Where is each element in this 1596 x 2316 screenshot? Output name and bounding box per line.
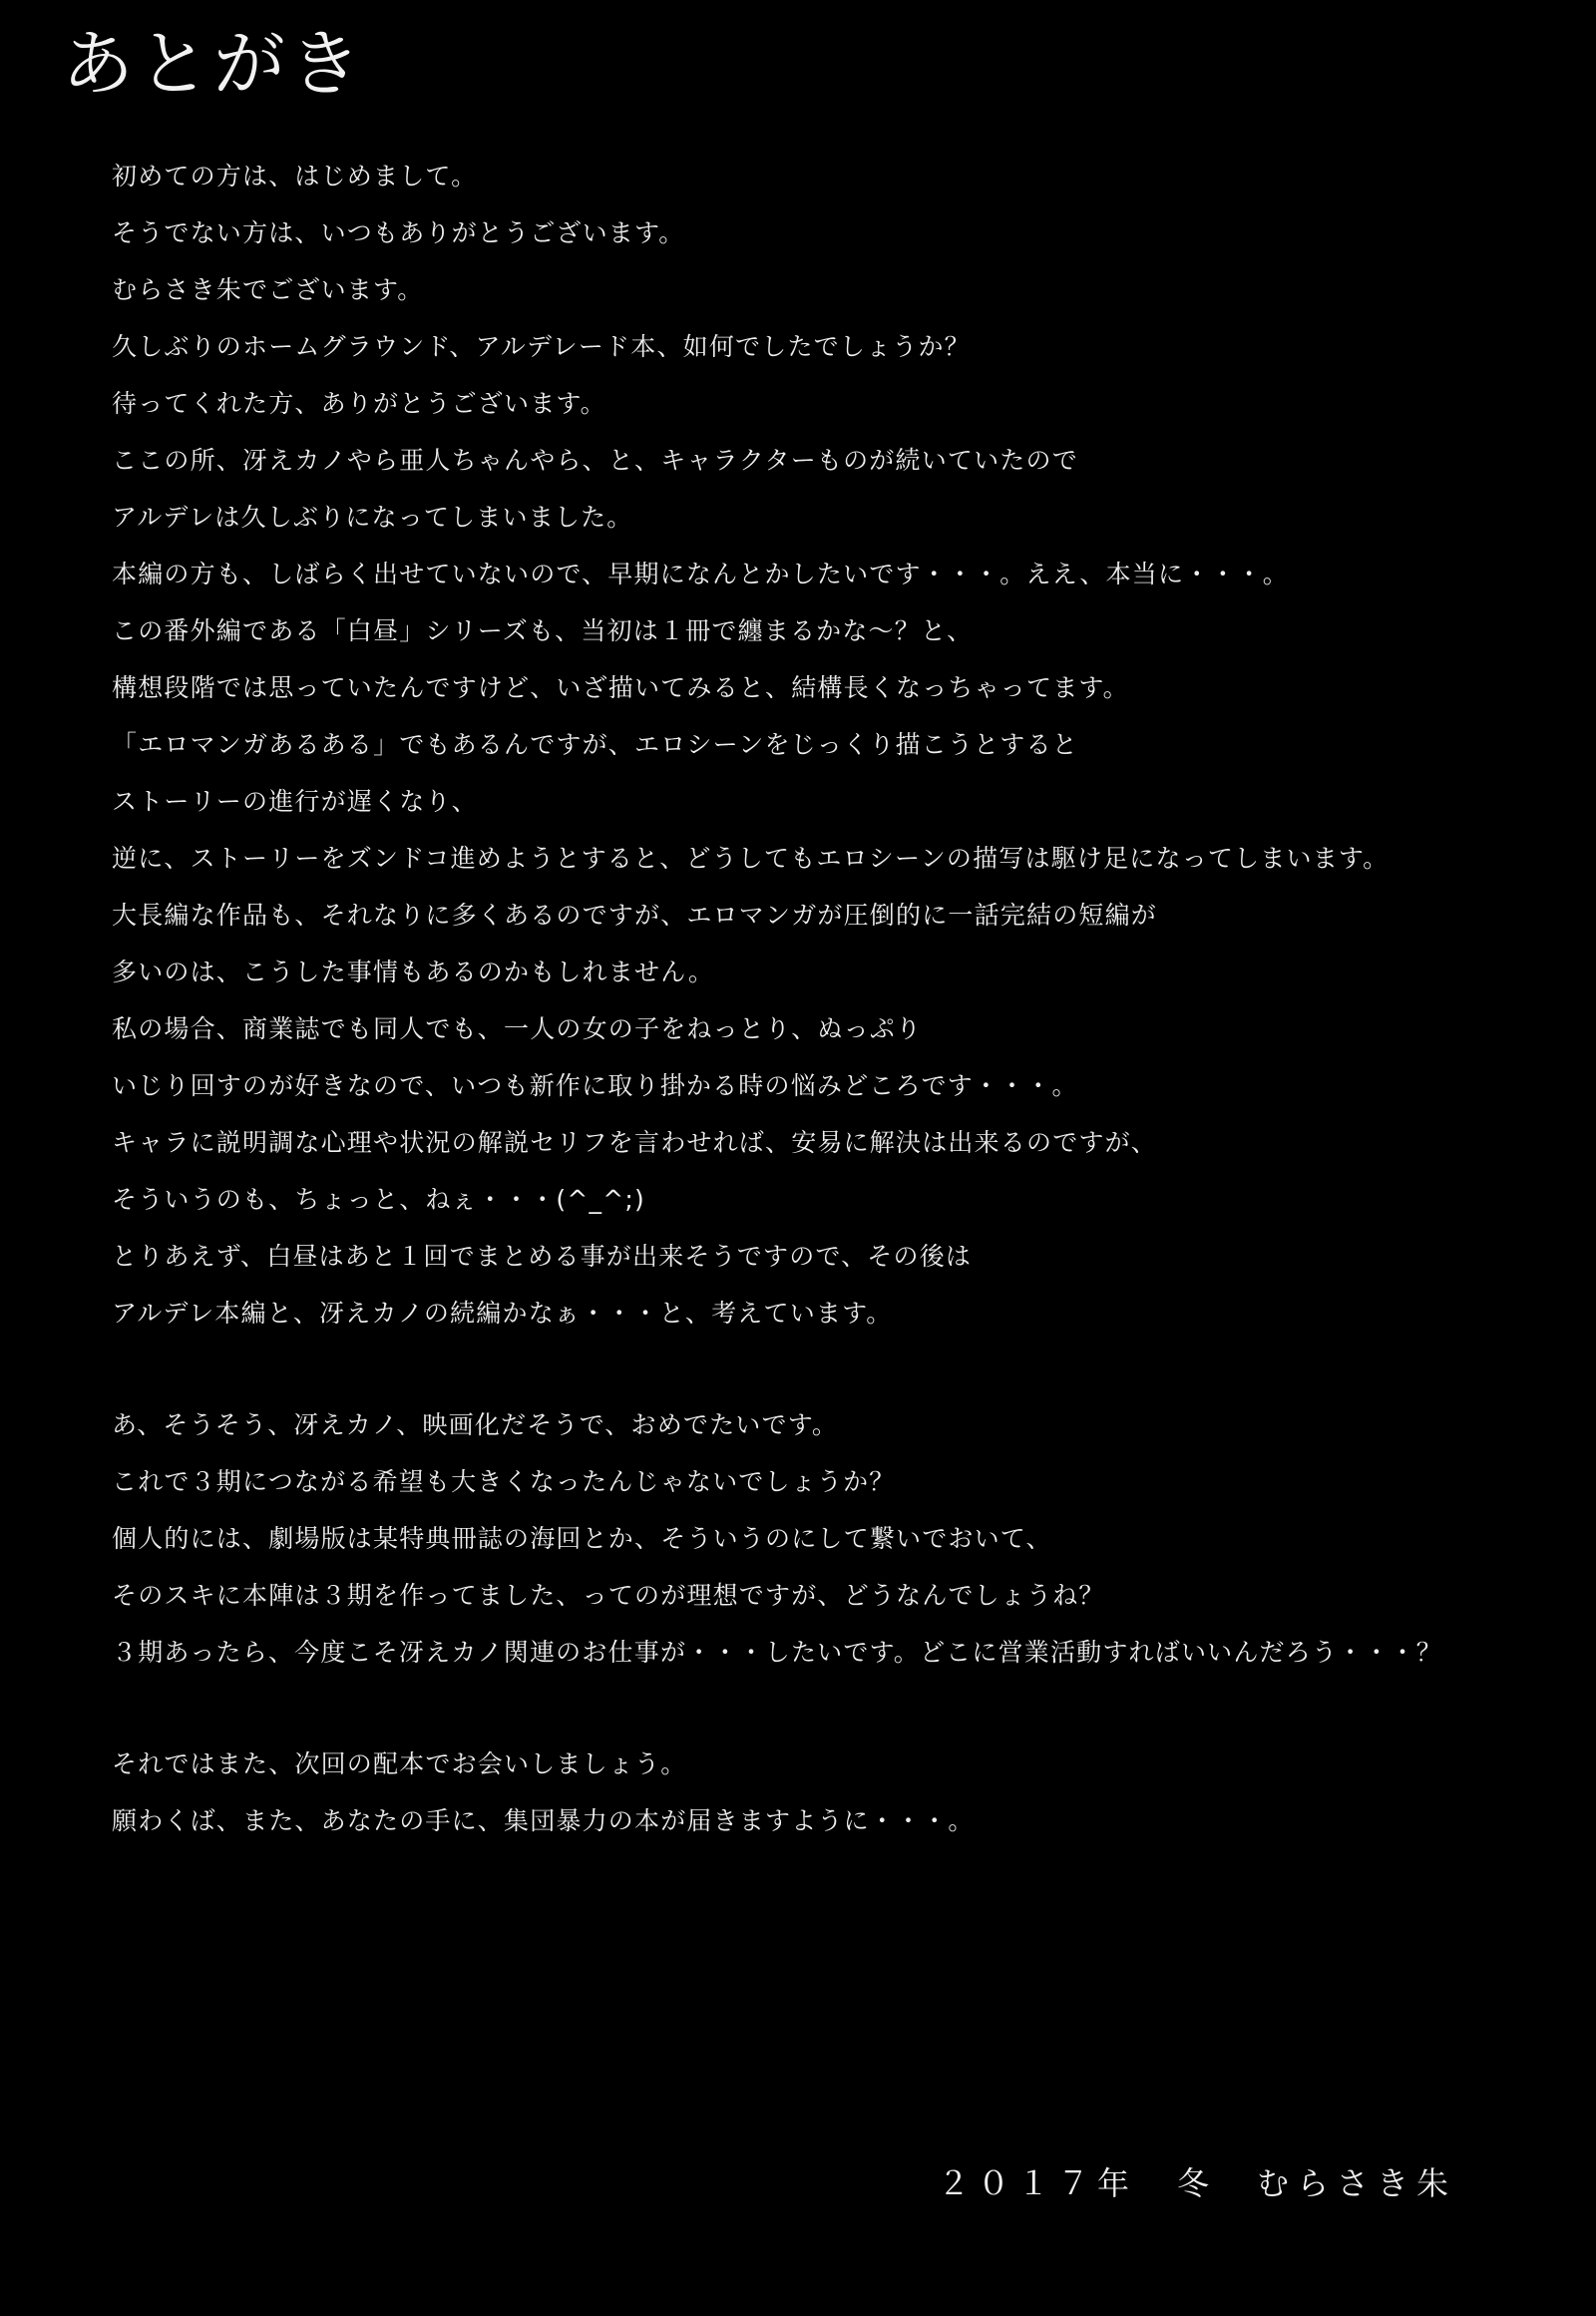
text-line: この番外編である「白昼」シリーズも、当初は１冊で纏まるかな～？と、 bbox=[112, 616, 974, 645]
text-line: ストーリーの進行が遅くなり、 bbox=[112, 787, 478, 816]
text-line: そういうのも、ちょっと、ねぇ・・・(^_^;) bbox=[112, 1185, 645, 1214]
text-line: 大長編な作品も、それなりに多くあるのですが、エロマンガが圧倒的に一話完結の短編が bbox=[112, 901, 1158, 930]
text-line: 逆に、ストーリーをズンドコ進めようとすると、どうしてもエロシーンの描写は駆け足になってしまいます。 bbox=[112, 844, 1390, 873]
text-line: ３期あったら、今度こそ冴えカノ関連のお仕事が・・・したいです。どこに営業活動すればいいんだろう・・・？ bbox=[112, 1638, 1442, 1667]
text-line: 久しぶりのホームグラウンド、アルデレード本、如何でしたでしょうか？ bbox=[112, 332, 971, 361]
text-line: あ、そうそう、冴えカノ、映画化だそうで、おめでたいです。 bbox=[112, 1410, 839, 1439]
page-title: あとがき bbox=[62, 22, 366, 106]
text-line: ここの所、冴えカノやら亜人ちゃんやら、と、キャラクターものが続いていたので bbox=[112, 446, 1078, 475]
text-line: 構想段階では思っていたんですけど、いざ描いてみると、結構長くなっちゃってます。 bbox=[112, 673, 1129, 702]
text-line: 待ってくれた方、ありがとうございます。 bbox=[112, 389, 606, 418]
text-line: むらさき朱でございます。 bbox=[112, 275, 424, 304]
text-line: アルデレは久しぶりになってしまいました。 bbox=[112, 503, 633, 532]
text-line: これで３期につながる希望も大きくなったんじゃないでしょうか？ bbox=[112, 1467, 896, 1496]
text-line: いじり回すのが好きなので、いつも新作に取り掛かる時の悩みどころです・・・。 bbox=[112, 1071, 1078, 1100]
text-line: 初めての方は、はじめまして。 bbox=[112, 162, 478, 191]
text-line: 個人的には、劇場版は某特典冊誌の海回とか、そういうのにして繋いでおいて、 bbox=[112, 1524, 1052, 1553]
text-line: それではまた、次回の配本でお会いしましょう。 bbox=[112, 1749, 687, 1778]
text-line: 願わくば、また、あなたの手に、集団暴力の本が届きますように・・・。 bbox=[112, 1806, 975, 1835]
text-line: とりあえず、白昼はあと１回でまとめる事が出来そうですので、その後は bbox=[112, 1242, 973, 1271]
text-line: そうでない方は、いつもありがとうございます。 bbox=[112, 218, 685, 247]
text-line: そのスキに本陣は３期を作ってました、ってのが理想ですが、どうなんでしょうね？ bbox=[112, 1581, 1105, 1610]
signature: ２０１７年 冬 むらさき朱 bbox=[937, 2164, 1456, 2202]
text-line: キャラに説明調な心理や状況の解説セリフを言わせれば、安易に解決は出来るのですが、 bbox=[112, 1128, 1158, 1157]
afterword-body bbox=[112, 148, 1528, 1849]
text-line: 本編の方も、しばらく出せていないので、早期になんとかしたいです・・・。ええ、本当に・・・。 bbox=[112, 560, 1290, 588]
text-line: 私の場合、商業誌でも同人でも、一人の女の子をねっとり、ぬっぷり bbox=[112, 1014, 923, 1043]
text-line: 「エロマンガあるある」でもあるんですが、エロシーンをじっくり描こうとすると bbox=[112, 730, 1078, 759]
text-line: アルデレ本編と、冴えカノの続編かなぁ・・・と、考えています。 bbox=[112, 1299, 893, 1328]
text-line: 多いのは、こうした事情もあるのかもしれません。 bbox=[112, 958, 715, 986]
